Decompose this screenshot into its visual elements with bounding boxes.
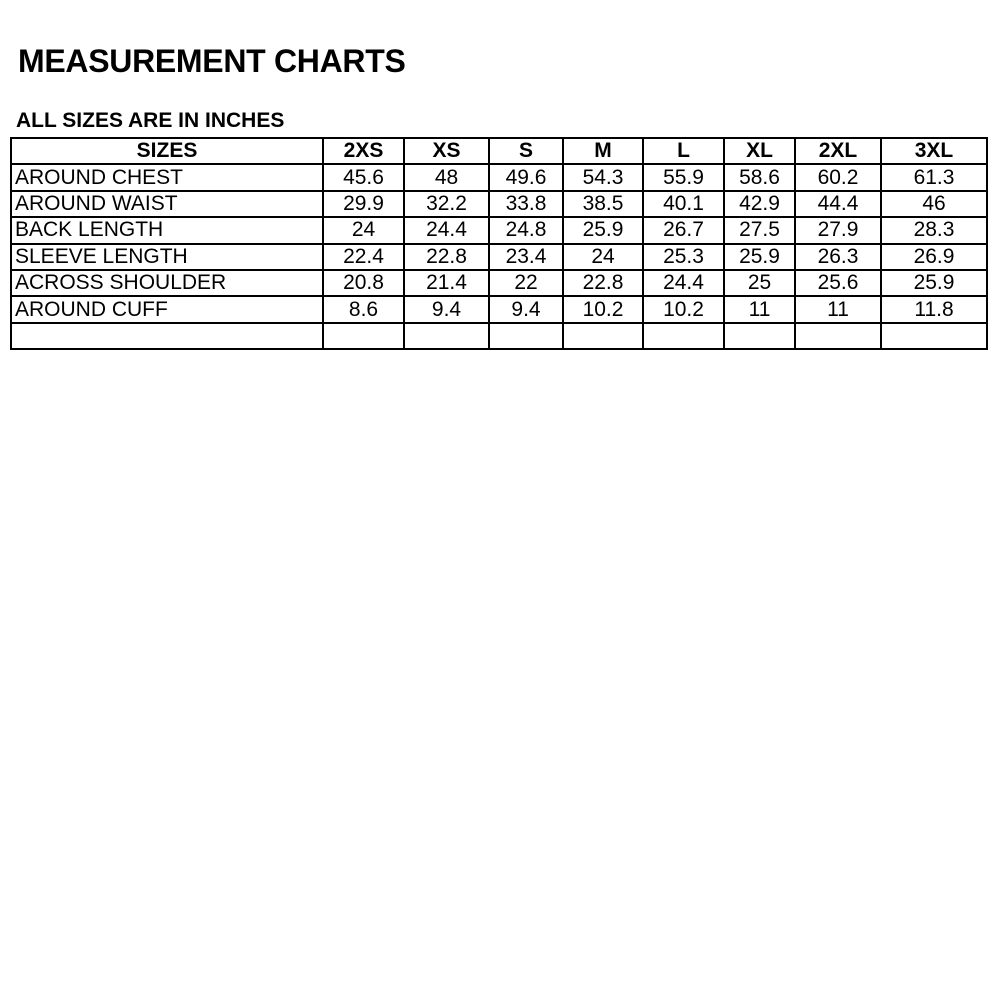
table-cell: 22	[489, 270, 563, 296]
table-cell: 20.8	[323, 270, 404, 296]
table-cell: 26.7	[643, 217, 724, 243]
table-cell: 10.2	[563, 296, 643, 322]
table-cell: 24.4	[643, 270, 724, 296]
table-cell: 48	[404, 164, 489, 190]
table-cell	[323, 323, 404, 349]
measurement-table	[10, 137, 988, 350]
row-label: AROUND CHEST	[11, 164, 323, 190]
row-label	[11, 323, 323, 349]
header-size-2xl: 2XL	[795, 138, 881, 164]
table-cell: 24	[323, 217, 404, 243]
table-cell: 11	[724, 296, 795, 322]
header-size-xs: XS	[404, 138, 489, 164]
table-cell: 32.2	[404, 191, 489, 217]
table-cell: 25.9	[881, 270, 987, 296]
table-cell: 26.3	[795, 244, 881, 270]
table-cell: 22.8	[563, 270, 643, 296]
table-cell: 54.3	[563, 164, 643, 190]
header-size-3xl: 3XL	[881, 138, 987, 164]
table-cell: 9.4	[489, 296, 563, 322]
table-cell	[795, 323, 881, 349]
table-cell: 21.4	[404, 270, 489, 296]
row-label: AROUND CUFF	[11, 296, 323, 322]
table-cell: 8.6	[323, 296, 404, 322]
table-cell	[489, 323, 563, 349]
table-cell: 24.8	[489, 217, 563, 243]
table-cell	[881, 323, 987, 349]
table-row	[11, 244, 987, 270]
table-cell: 22.4	[323, 244, 404, 270]
row-label: AROUND WAIST	[11, 191, 323, 217]
table-cell	[724, 323, 795, 349]
table-cell: 25	[724, 270, 795, 296]
table-header-row	[11, 138, 987, 164]
table-cell: 25.9	[563, 217, 643, 243]
table-cell: 26.9	[881, 244, 987, 270]
table-cell: 24	[563, 244, 643, 270]
table-cell: 27.5	[724, 217, 795, 243]
table-cell: 60.2	[795, 164, 881, 190]
table-cell: 40.1	[643, 191, 724, 217]
header-size-s: S	[489, 138, 563, 164]
table-cell: 11	[795, 296, 881, 322]
units-note: ALL SIZES ARE IN INCHES	[16, 109, 285, 132]
row-label: ACROSS SHOULDER	[11, 270, 323, 296]
table-row	[11, 191, 987, 217]
table-cell: 22.8	[404, 244, 489, 270]
table-row	[11, 323, 987, 349]
table-row	[11, 217, 987, 243]
table-cell: 25.6	[795, 270, 881, 296]
table-cell	[404, 323, 489, 349]
table-cell: 55.9	[643, 164, 724, 190]
table-cell: 11.8	[881, 296, 987, 322]
table-cell: 9.4	[404, 296, 489, 322]
table-cell	[643, 323, 724, 349]
table-cell: 23.4	[489, 244, 563, 270]
table-cell: 25.3	[643, 244, 724, 270]
table-row	[11, 270, 987, 296]
table-row	[11, 296, 987, 322]
table-cell: 45.6	[323, 164, 404, 190]
table-cell: 38.5	[563, 191, 643, 217]
row-label: BACK LENGTH	[11, 217, 323, 243]
table-cell: 33.8	[489, 191, 563, 217]
table-cell: 10.2	[643, 296, 724, 322]
header-sizes: SIZES	[11, 138, 323, 164]
page-title: MEASUREMENT CHARTS	[18, 43, 406, 79]
header-size-2xs: 2XS	[323, 138, 404, 164]
table-cell: 29.9	[323, 191, 404, 217]
table-cell: 42.9	[724, 191, 795, 217]
header-size-l: L	[643, 138, 724, 164]
row-label: SLEEVE LENGTH	[11, 244, 323, 270]
table-cell: 61.3	[881, 164, 987, 190]
header-size-xl: XL	[724, 138, 795, 164]
table-cell	[563, 323, 643, 349]
table-cell: 28.3	[881, 217, 987, 243]
table-cell: 44.4	[795, 191, 881, 217]
header-size-m: M	[563, 138, 643, 164]
table-cell: 58.6	[724, 164, 795, 190]
table-row	[11, 164, 987, 190]
table-cell: 27.9	[795, 217, 881, 243]
table-cell: 24.4	[404, 217, 489, 243]
table-cell: 49.6	[489, 164, 563, 190]
table-cell: 46	[881, 191, 987, 217]
table-cell: 25.9	[724, 244, 795, 270]
